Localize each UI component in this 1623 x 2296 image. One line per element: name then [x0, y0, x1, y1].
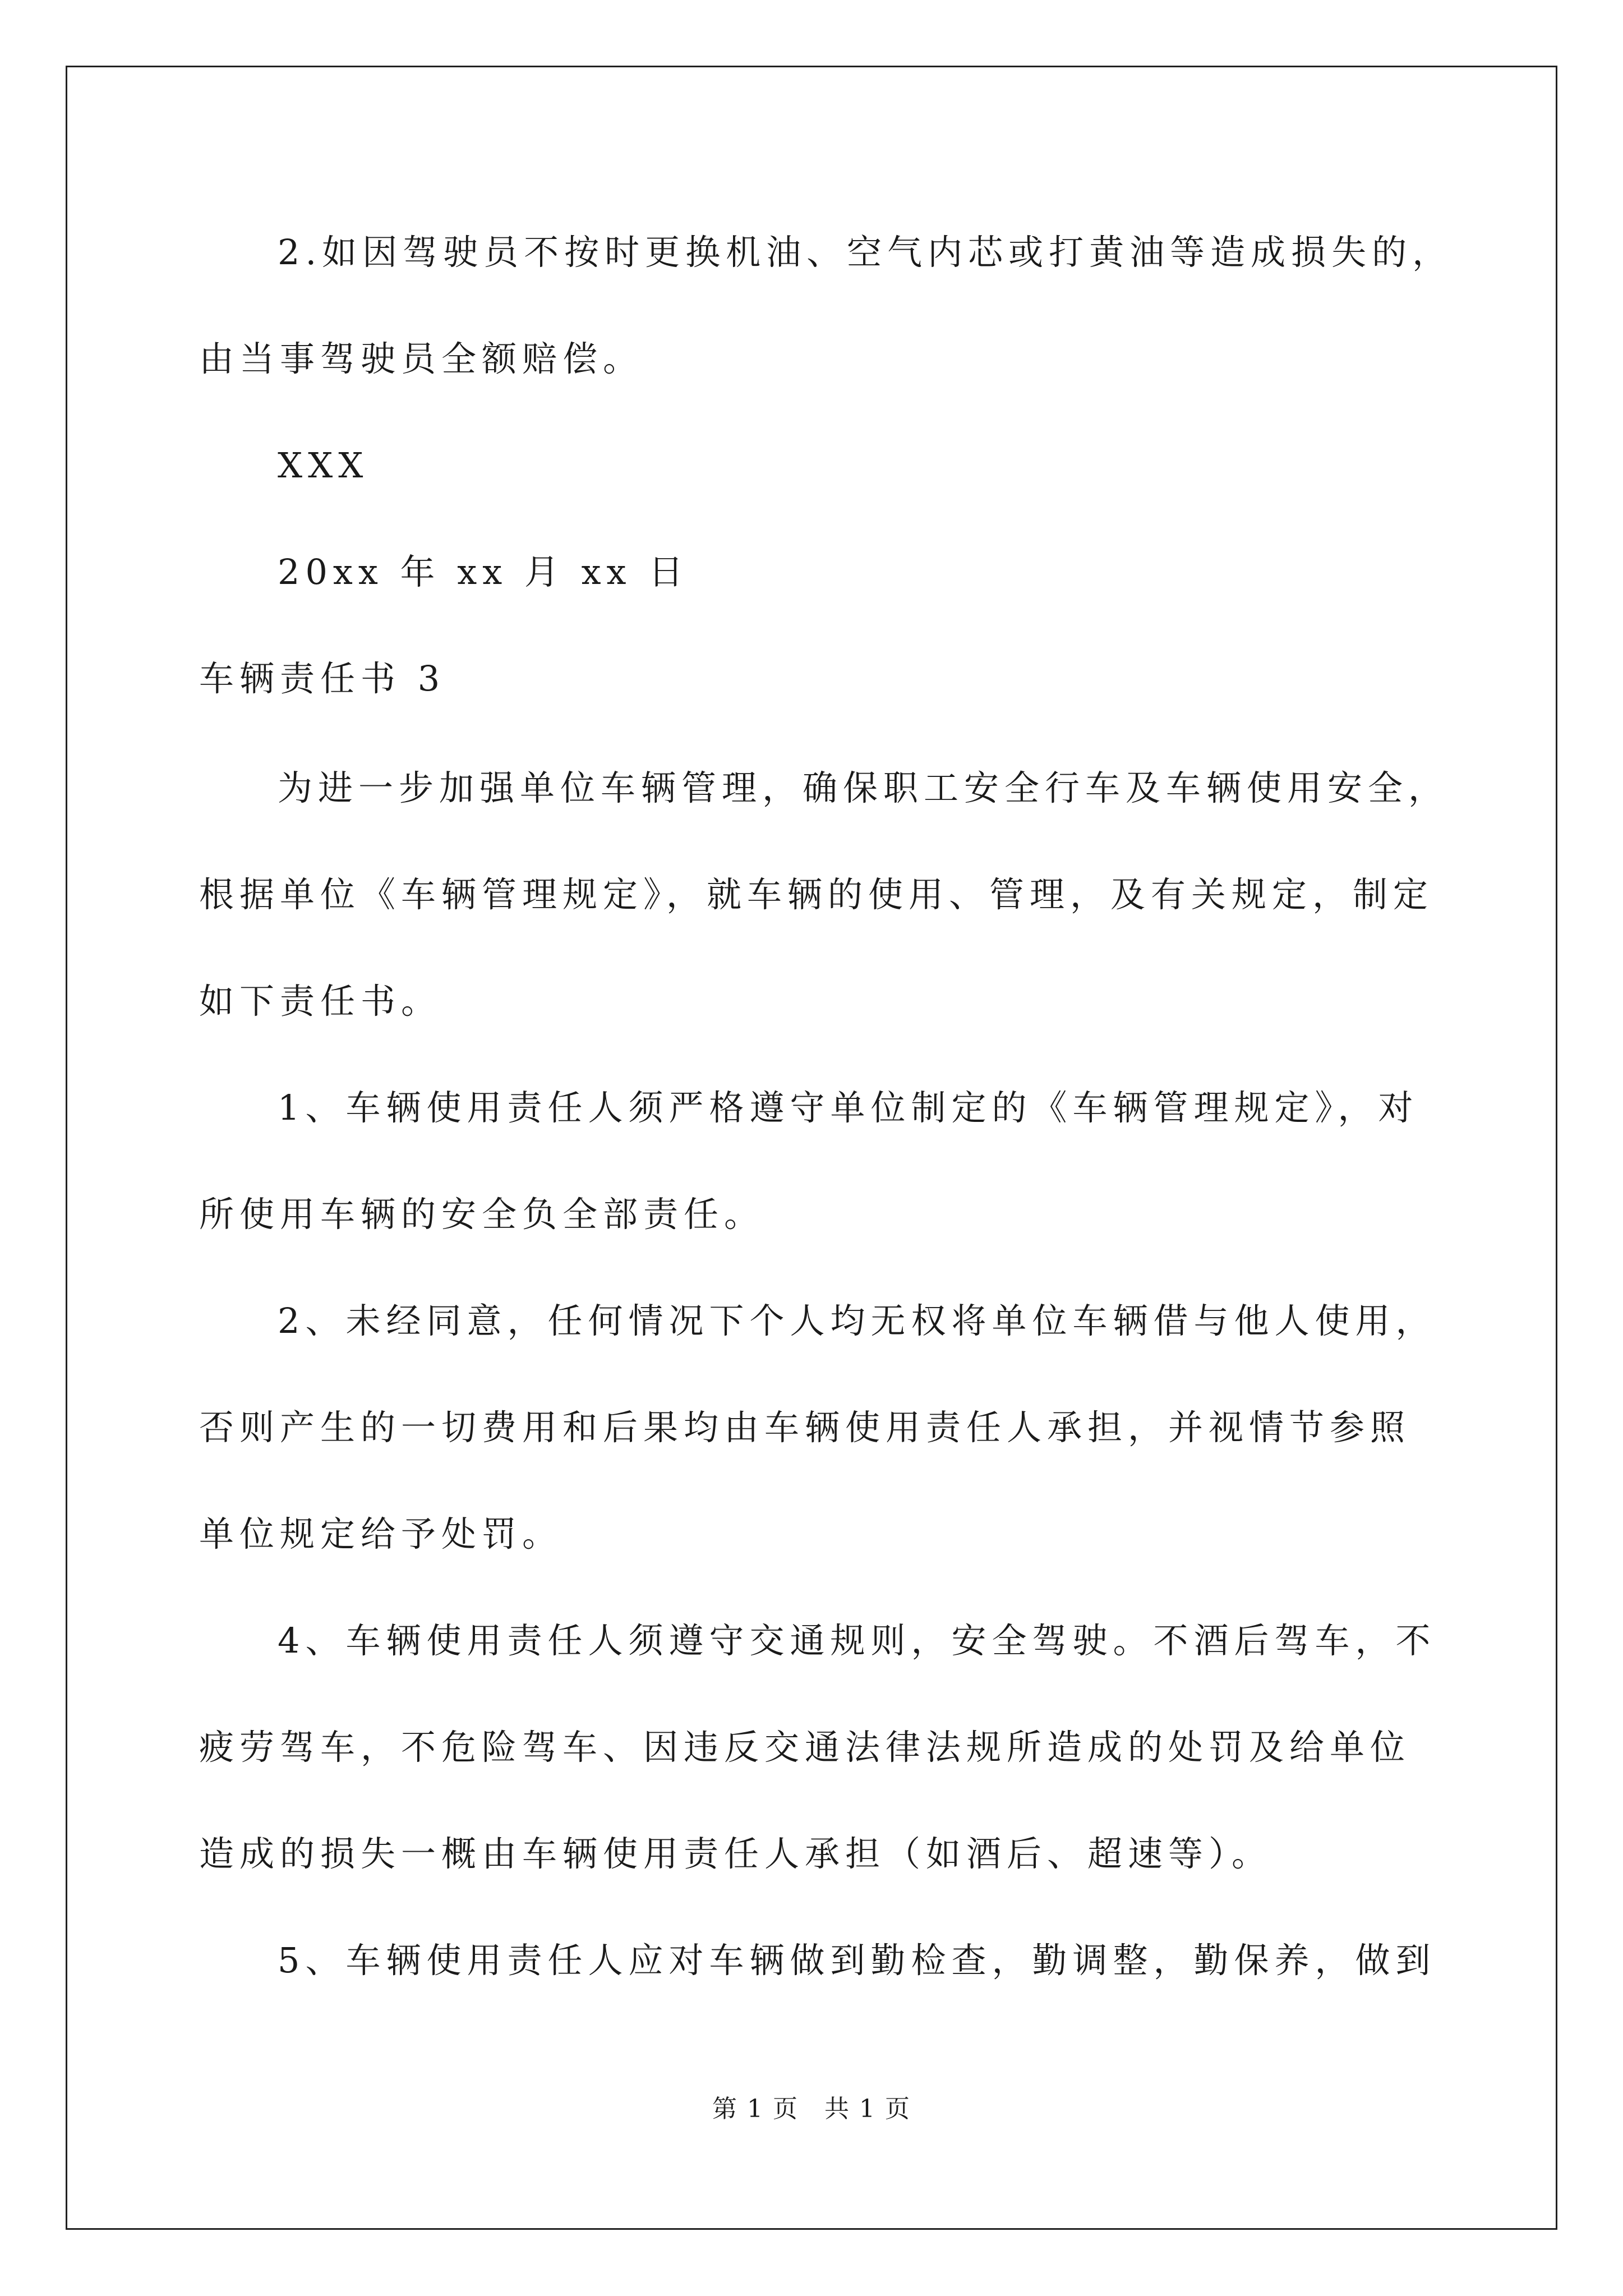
- paragraph-line: 根据单位《车辆管理规定》，就车辆的使用、管理，及有关规定，制定: [199, 874, 1434, 915]
- paragraph-line: 2.如因驾驶员不按时更换机油、空气内芯或打黄油等造成损失的，: [278, 232, 1453, 273]
- paragraph-line: 单位规定给予处罚。: [199, 1513, 563, 1554]
- paragraph-line: 造成的损失一概由车辆使用责任人承担（如酒后、超速等）。: [199, 1833, 1272, 1874]
- paragraph-line: 否则产生的一切费用和后果均由车辆使用责任人承担，并视情节参照: [199, 1407, 1411, 1448]
- paragraph-line: 4、车辆使用责任人须遵守交通规则，安全驾驶。不酒后驾车，不: [278, 1620, 1436, 1661]
- page-border: [66, 66, 1557, 2230]
- signature-date: 20xx 年 xx 月 xx 日: [278, 551, 689, 592]
- paragraph-line: 1、车辆使用责任人须严格遵守单位制定的《车辆管理规定》，对: [278, 1087, 1419, 1128]
- paragraph-line: 由当事驾驶员全额赔偿。: [199, 338, 644, 379]
- signature-name: XXX: [278, 445, 369, 486]
- paragraph-line: 5、车辆使用责任人应对车辆做到勤检查，勤调整，勤保养，做到: [278, 1940, 1436, 1981]
- paragraph-line: 为进一步加强单位车辆管理，确保职工安全行车及车辆使用安全，: [278, 767, 1449, 808]
- section-heading: 车辆责任书 3: [199, 658, 446, 699]
- page-number-footer: 第 1 页 共 1 页: [712, 2095, 911, 2123]
- paragraph-line: 所使用车辆的安全负全部责任。: [199, 1194, 765, 1235]
- paragraph-line: 如下责任书。: [199, 981, 442, 1022]
- paragraph-line: 2、未经同意，任何情况下个人均无权将单位车辆借与他人使用，: [278, 1300, 1436, 1341]
- paragraph-line: 疲劳驾车，不危险驾车、因违反交通法律法规所造成的处罚及给单位: [199, 1727, 1411, 1768]
